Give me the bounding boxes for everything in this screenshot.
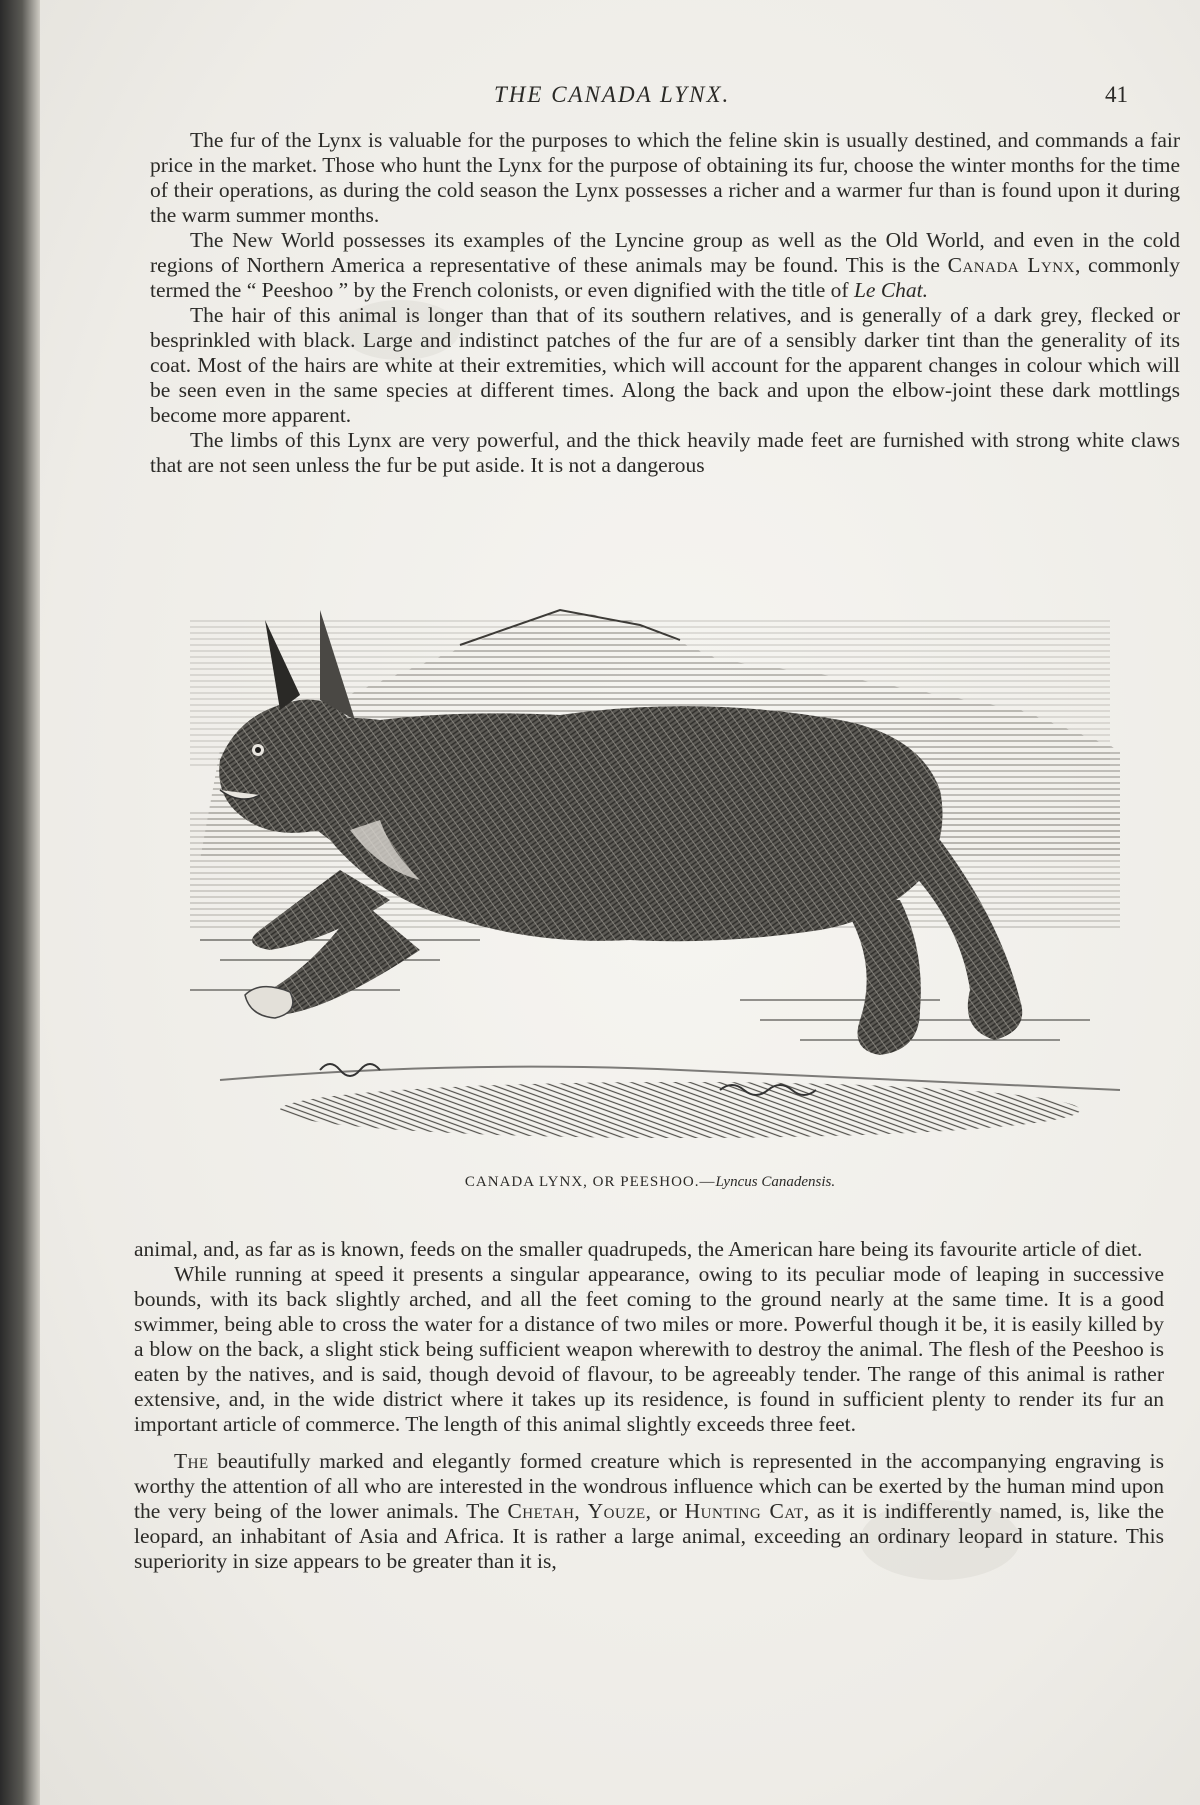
small-caps-term: The (174, 1449, 209, 1473)
paragraph-text: , commonly termed the “ Peeshoo ” by the French colonists, or even dignified with the title of (150, 253, 1180, 302)
paragraph (150, 303, 1180, 428)
paragraph-text: animal, and, as far as is known, feeds on the smaller quadrupeds, the American hare being its favourite article of diet. (134, 1237, 1143, 1261)
lynx-engraving-illustration (160, 600, 1140, 1160)
page-number: 41 (1105, 82, 1128, 107)
book-page (40, 0, 1200, 1805)
paragraph-text: The limbs of this Lynx are very powerful, and the thick heavily made feet are furnished with strong white claws that are not seen unless the fur be put aside. It is not a dangerous (150, 428, 1180, 477)
small-caps-term: Chetah (507, 1499, 575, 1523)
paragraph-text: , or (645, 1499, 685, 1523)
paragraph-text: The hair of this animal is longer than that of its southern relatives, and is generally of a dark grey, flecked or besprinkled with black. Large and indistinct patches of the fur are of a sensibly darker tint than the generality of its coat. Most of the hairs are white at their extremities, which will account for the apparent changes in colour which will be seen even in the same species at different times. Along the back and upon the elbow-joint these dark mottlings become more apparent. (150, 303, 1180, 427)
text-block-top (150, 128, 1180, 478)
paragraph-text: The fur of the Lynx is valuable for the purposes to which the feline skin is usually destined, and commands a fair price in the market. Those who hunt the Lynx for the purpose of obtaining its fur, choose the winter months for the time of their operations, as during the cold season the Lynx possesses a richer and a warmer fur than is found upon it during the warm summer months. (150, 128, 1180, 227)
paragraph (150, 428, 1180, 478)
paragraph-text: The New World possesses its examples of the Lyncine group as well as the Old World, and even in the cold regions of Northern America a representative of these animals may be found. This is the (150, 228, 1180, 277)
paragraph (134, 1262, 1164, 1437)
figure-caption-latin: Lyncus Canadensis. (715, 1174, 836, 1190)
paragraph-text: , (574, 1499, 588, 1523)
paragraph (134, 1237, 1164, 1262)
figure-caption-text: CANADA LYNX, OR PEESHOO.— (464, 1174, 716, 1190)
book-gutter (0, 0, 40, 1805)
paragraph (150, 228, 1180, 303)
lynx-engraving (160, 600, 1140, 1190)
figure-caption (160, 1174, 1140, 1191)
paragraph-text: While running at speed it presents a singular appearance, owing to its peculiar mode of leaping in successive bounds, with its back slightly arched, and all the feet coming to the ground nearly at the same time. It is a good swimmer, being able to cross the water for a distance of two miles or more. Powerful though it be, it is easily killed by a blow on the back, a slight stick being sufficient weapon wherewith to destroy the animal. The flesh of the Peeshoo is eaten by the natives, and is said, though devoid of flavour, to be agreeably tender. The range of this animal is rather extensive, and, in the wide district where it takes up its residence, is found in sufficient plenty to render its fur an important article of commerce. The length of this animal slightly exceeds three feet. (134, 1262, 1164, 1436)
running-title: THE CANADA LYNX. (494, 82, 731, 107)
paragraph-text: beautifully marked and elegantly formed creature which is represented in the accompanying engraving is worthy the attention of all who are interested in the wondrous influence which can be exerted by the human mind upon the very being of the lower animals. The (134, 1449, 1164, 1523)
italic-term: Le Chat. (853, 278, 929, 302)
small-caps-term: Youze (587, 1499, 646, 1523)
paragraph (150, 128, 1180, 228)
running-head (40, 82, 1200, 112)
paragraph-text: , as it is indifferently named, is, like the leopard, an inhabitant of Asia and Africa. It is rather a large animal, exceeding an ordinary leopard in stature. This superiority in size appears to be greater than it is, (134, 1499, 1165, 1573)
text-block-bottom (134, 1237, 1164, 1574)
small-caps-term: Canada Lynx (947, 253, 1075, 277)
small-caps-term: Hunting Cat (684, 1499, 804, 1523)
paragraph (134, 1449, 1164, 1574)
